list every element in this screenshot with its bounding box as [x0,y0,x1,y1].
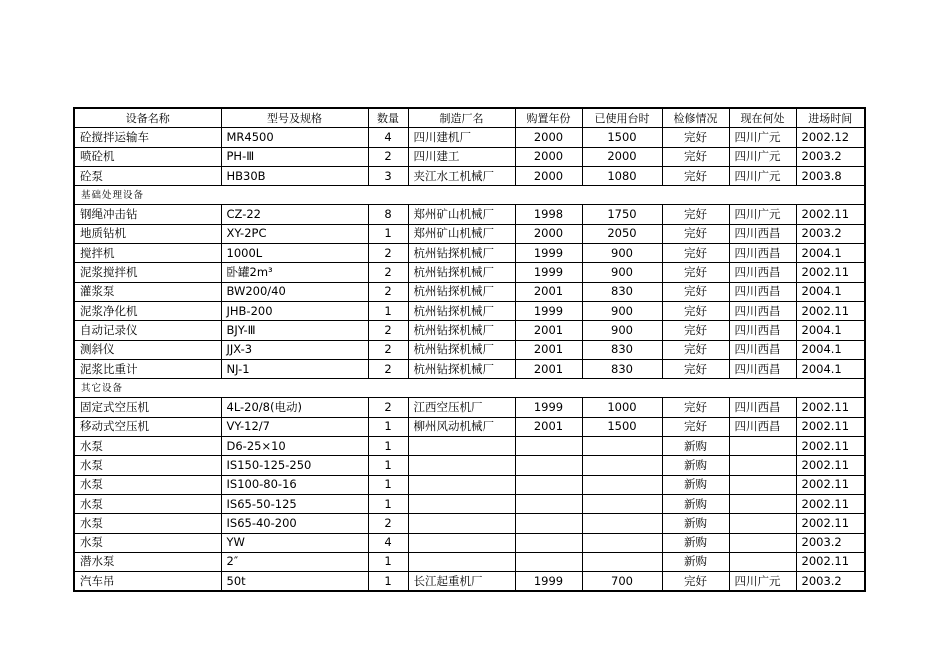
maintenance-cell: 完好 [662,282,729,301]
location-cell: 四川西昌 [729,301,796,320]
purchase-year-cell: 2000 [515,147,582,166]
entry-date-cell: 2002.11 [796,494,865,513]
entry-date-cell: 2002.11 [796,301,865,320]
model-spec-cell: 4L-20/8(电动) [221,398,368,417]
equipment-name-cell: 潜水泵 [74,552,221,571]
manufacturer-cell: 夹江水工机械厂 [408,166,515,185]
location-cell: 四川西昌 [729,417,796,436]
equipment-name-cell: 固定式空压机 [74,398,221,417]
maintenance-cell: 新购 [662,437,729,456]
purchase-year-cell: 2000 [515,166,582,185]
maintenance-cell: 新购 [662,475,729,494]
quantity-cell: 1 [368,494,408,513]
location-cell [729,552,796,571]
table-row [74,166,865,185]
entry-date-cell: 2002.11 [796,205,865,224]
location-cell: 四川西昌 [729,282,796,301]
hours-used-cell: 900 [582,301,662,320]
model-spec-cell: CZ-22 [221,205,368,224]
purchase-year-cell: 2001 [515,321,582,340]
header-entry-date: 进场时间 [796,108,865,128]
manufacturer-cell: 四川建工 [408,147,515,166]
equipment-name-cell: 砼搅拌运输车 [74,128,221,147]
model-spec-cell: JHB-200 [221,301,368,320]
hours-used-cell [582,475,662,494]
maintenance-cell: 新购 [662,533,729,552]
quantity-cell: 2 [368,340,408,359]
purchase-year-cell [515,475,582,494]
purchase-year-cell: 2001 [515,282,582,301]
table-row [74,340,865,359]
table-row [74,263,865,282]
location-cell: 四川西昌 [729,244,796,263]
model-spec-cell: IS65-50-125 [221,494,368,513]
equipment-name-cell: 水泵 [74,533,221,552]
header-row [74,108,865,128]
model-spec-cell: IS150-125-250 [221,456,368,475]
maintenance-cell: 完好 [662,321,729,340]
manufacturer-cell: 长江起重机厂 [408,572,515,592]
model-spec-cell: IS100-80-16 [221,475,368,494]
hours-used-cell: 1080 [582,166,662,185]
quantity-cell: 1 [368,437,408,456]
hours-used-cell [582,552,662,571]
quantity-cell: 1 [368,224,408,243]
maintenance-cell: 完好 [662,224,729,243]
header-quantity: 数量 [368,108,408,128]
hours-used-cell [582,494,662,513]
quantity-cell: 4 [368,128,408,147]
table-row [74,128,865,147]
hours-used-cell [582,514,662,533]
location-cell: 四川广元 [729,147,796,166]
location-cell: 四川广元 [729,128,796,147]
entry-date-cell: 2003.2 [796,147,865,166]
entry-date-cell: 2002.11 [796,398,865,417]
equipment-name-cell: 水泵 [74,514,221,533]
purchase-year-cell: 1999 [515,572,582,592]
hours-used-cell: 1500 [582,417,662,436]
manufacturer-cell: 四川建机厂 [408,128,515,147]
location-cell [729,437,796,456]
manufacturer-cell: 郑州矿山机械厂 [408,224,515,243]
entry-date-cell: 2002.11 [796,437,865,456]
manufacturer-cell [408,514,515,533]
manufacturer-cell: 杭州钻探机械厂 [408,321,515,340]
manufacturer-cell: 杭州钻探机械厂 [408,340,515,359]
location-cell: 四川西昌 [729,340,796,359]
location-cell: 四川西昌 [729,263,796,282]
equipment-name-cell: 砼泵 [74,166,221,185]
manufacturer-cell [408,494,515,513]
table-row [74,244,865,263]
header-purchase-year: 购置年份 [515,108,582,128]
manufacturer-cell [408,533,515,552]
model-spec-cell: 卧罐2m³ [221,263,368,282]
equipment-table [73,107,866,592]
maintenance-cell: 完好 [662,244,729,263]
entry-date-cell: 2003.2 [796,224,865,243]
location-cell: 四川广元 [729,166,796,185]
table-row [74,456,865,475]
location-cell: 四川西昌 [729,224,796,243]
section-row [74,186,865,205]
location-cell: 四川西昌 [729,359,796,378]
table-row [74,205,865,224]
hours-used-cell [582,456,662,475]
model-spec-cell: BJY-Ⅲ [221,321,368,340]
equipment-name-cell: 移动式空压机 [74,417,221,436]
entry-date-cell: 2002.12 [796,128,865,147]
manufacturer-cell: 杭州钻探机械厂 [408,263,515,282]
model-spec-cell: IS65-40-200 [221,514,368,533]
maintenance-cell: 新购 [662,494,729,513]
section-label: 基础处理设备 [74,186,865,205]
purchase-year-cell: 2001 [515,359,582,378]
quantity-cell: 4 [368,533,408,552]
hours-used-cell: 1000 [582,398,662,417]
hours-used-cell: 700 [582,572,662,592]
location-cell: 四川广元 [729,205,796,224]
hours-used-cell: 2000 [582,147,662,166]
model-spec-cell: XY-2PC [221,224,368,243]
model-spec-cell: JJX-3 [221,340,368,359]
purchase-year-cell: 1999 [515,263,582,282]
table-row [74,552,865,571]
table-row [74,321,865,340]
equipment-name-cell: 水泵 [74,437,221,456]
table-row [74,475,865,494]
hours-used-cell: 900 [582,263,662,282]
hours-used-cell: 830 [582,282,662,301]
manufacturer-cell: 柳州风动机械厂 [408,417,515,436]
entry-date-cell: 2002.11 [796,417,865,436]
quantity-cell: 2 [368,147,408,166]
hours-used-cell: 830 [582,359,662,378]
purchase-year-cell: 2001 [515,340,582,359]
quantity-cell: 1 [368,552,408,571]
table-row [74,533,865,552]
quantity-cell: 2 [368,398,408,417]
equipment-name-cell: 搅拌机 [74,244,221,263]
quantity-cell: 2 [368,263,408,282]
section-label: 其它设备 [74,379,865,398]
entry-date-cell: 2004.1 [796,244,865,263]
maintenance-cell: 完好 [662,205,729,224]
purchase-year-cell [515,552,582,571]
quantity-cell: 1 [368,417,408,436]
model-spec-cell: MR4500 [221,128,368,147]
purchase-year-cell: 1999 [515,301,582,320]
location-cell [729,514,796,533]
location-cell [729,533,796,552]
hours-used-cell: 900 [582,321,662,340]
manufacturer-cell: 杭州钻探机械厂 [408,301,515,320]
section-row [74,379,865,398]
entry-date-cell: 2004.1 [796,359,865,378]
equipment-name-cell: 地质钻机 [74,224,221,243]
purchase-year-cell: 2001 [515,417,582,436]
quantity-cell: 1 [368,475,408,494]
maintenance-cell: 完好 [662,340,729,359]
purchase-year-cell [515,494,582,513]
quantity-cell: 1 [368,301,408,320]
purchase-year-cell [515,533,582,552]
quantity-cell: 2 [368,514,408,533]
equipment-name-cell: 喷砼机 [74,147,221,166]
entry-date-cell: 2002.11 [796,456,865,475]
maintenance-cell: 新购 [662,456,729,475]
purchase-year-cell: 2000 [515,224,582,243]
hours-used-cell: 830 [582,340,662,359]
location-cell [729,475,796,494]
quantity-cell: 2 [368,321,408,340]
manufacturer-cell [408,456,515,475]
maintenance-cell: 完好 [662,359,729,378]
maintenance-cell: 完好 [662,398,729,417]
header-manufacturer: 制造厂名 [408,108,515,128]
manufacturer-cell: 杭州钻探机械厂 [408,282,515,301]
equipment-name-cell: 水泵 [74,456,221,475]
purchase-year-cell: 2000 [515,128,582,147]
table-row [74,147,865,166]
table-row [74,282,865,301]
equipment-name-cell: 汽车吊 [74,572,221,592]
entry-date-cell: 2003.2 [796,572,865,592]
manufacturer-cell [408,475,515,494]
hours-used-cell [582,437,662,456]
hours-used-cell: 2050 [582,224,662,243]
entry-date-cell: 2003.2 [796,533,865,552]
header-hours-used: 已使用台时 [582,108,662,128]
hours-used-cell: 1750 [582,205,662,224]
purchase-year-cell [515,514,582,533]
location-cell [729,456,796,475]
quantity-cell: 8 [368,205,408,224]
header-maintenance: 检修情况 [662,108,729,128]
maintenance-cell: 新购 [662,552,729,571]
maintenance-cell: 完好 [662,572,729,592]
location-cell: 四川西昌 [729,321,796,340]
entry-date-cell: 2004.1 [796,321,865,340]
table-row [74,514,865,533]
equipment-name-cell: 钢绳冲击钻 [74,205,221,224]
header-model-spec: 型号及规格 [221,108,368,128]
purchase-year-cell [515,437,582,456]
purchase-year-cell: 1999 [515,398,582,417]
table-row [74,437,865,456]
hours-used-cell: 900 [582,244,662,263]
purchase-year-cell: 1999 [515,244,582,263]
manufacturer-cell [408,437,515,456]
model-spec-cell: YW [221,533,368,552]
manufacturer-cell: 杭州钻探机械厂 [408,359,515,378]
maintenance-cell: 完好 [662,147,729,166]
header-equipment-name: 设备名称 [74,108,221,128]
table-row [74,301,865,320]
hours-used-cell [582,533,662,552]
quantity-cell: 2 [368,244,408,263]
model-spec-cell: VY-12/7 [221,417,368,436]
model-spec-cell: 50t [221,572,368,592]
entry-date-cell: 2002.11 [796,475,865,494]
quantity-cell: 1 [368,572,408,592]
maintenance-cell: 完好 [662,166,729,185]
model-spec-cell: BW200/40 [221,282,368,301]
maintenance-cell: 完好 [662,263,729,282]
equipment-sheet [73,107,864,592]
entry-date-cell: 2004.1 [796,340,865,359]
maintenance-cell: 完好 [662,417,729,436]
entry-date-cell: 2002.11 [796,514,865,533]
quantity-cell: 2 [368,359,408,378]
table-row [74,224,865,243]
maintenance-cell: 完好 [662,128,729,147]
equipment-name-cell: 水泵 [74,475,221,494]
table-row [74,398,865,417]
maintenance-cell: 新购 [662,514,729,533]
equipment-name-cell: 泥浆比重计 [74,359,221,378]
equipment-name-cell: 测斜仪 [74,340,221,359]
quantity-cell: 2 [368,282,408,301]
entry-date-cell: 2003.8 [796,166,865,185]
model-spec-cell: NJ-1 [221,359,368,378]
location-cell: 四川广元 [729,572,796,592]
model-spec-cell: 1000L [221,244,368,263]
purchase-year-cell: 1998 [515,205,582,224]
model-spec-cell: HB30B [221,166,368,185]
equipment-name-cell: 泥浆搅拌机 [74,263,221,282]
entry-date-cell: 2002.11 [796,263,865,282]
manufacturer-cell: 江西空压机厂 [408,398,515,417]
equipment-name-cell: 泥浆净化机 [74,301,221,320]
table-row [74,359,865,378]
equipment-name-cell: 自动记录仪 [74,321,221,340]
table-body [74,128,865,592]
table-row [74,572,865,592]
entry-date-cell: 2002.11 [796,552,865,571]
maintenance-cell: 完好 [662,301,729,320]
model-spec-cell: 2″ [221,552,368,571]
table-row [74,417,865,436]
manufacturer-cell: 杭州钻探机械厂 [408,244,515,263]
quantity-cell: 3 [368,166,408,185]
model-spec-cell: D6-25×10 [221,437,368,456]
table-row [74,494,865,513]
purchase-year-cell [515,456,582,475]
location-cell [729,494,796,513]
model-spec-cell: PH-Ⅲ [221,147,368,166]
equipment-name-cell: 水泵 [74,494,221,513]
quantity-cell: 1 [368,456,408,475]
hours-used-cell: 1500 [582,128,662,147]
location-cell: 四川西昌 [729,398,796,417]
entry-date-cell: 2004.1 [796,282,865,301]
manufacturer-cell [408,552,515,571]
equipment-name-cell: 灌浆泵 [74,282,221,301]
header-current-location: 现在何处 [729,108,796,128]
manufacturer-cell: 郑州矿山机械厂 [408,205,515,224]
